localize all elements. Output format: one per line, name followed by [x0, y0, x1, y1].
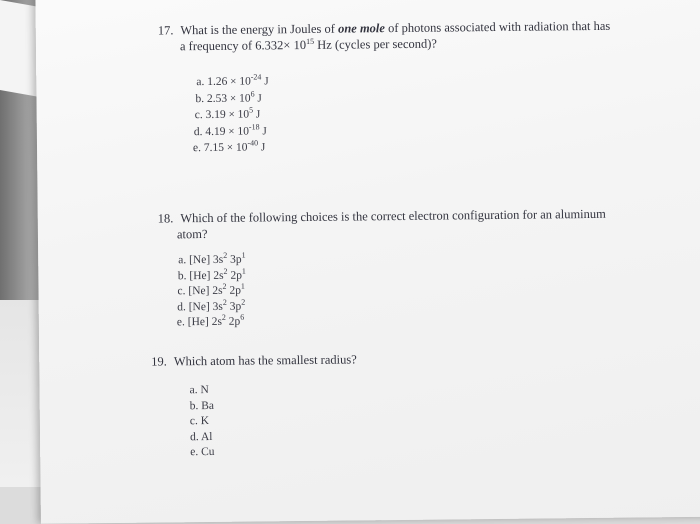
option-letter: e.	[192, 142, 202, 155]
answer-option	[195, 90, 261, 107]
question-18-number: 18.	[157, 211, 174, 226]
option-mantissa: 7.15	[203, 141, 225, 155]
option-mantissa: 4.19	[205, 125, 226, 138]
option-unit: J	[262, 124, 267, 137]
times-sign: ×	[228, 108, 235, 121]
orbital: 2p	[229, 284, 242, 297]
times-sign: ×	[226, 141, 234, 154]
answer-option	[177, 298, 245, 315]
power-base: 10	[237, 108, 250, 121]
option-letter: d.	[189, 430, 199, 443]
option-letter: a.	[178, 254, 187, 267]
answer-option	[190, 413, 209, 429]
times-sign: ×	[229, 92, 237, 105]
orbital: 2s	[211, 315, 222, 328]
power-base: 10	[235, 141, 248, 154]
electron-count: 2	[221, 312, 226, 322]
orbital: 2s	[213, 269, 224, 282]
answer-option	[190, 428, 213, 444]
answer-option	[177, 314, 245, 331]
core-config: [Ne]	[188, 253, 211, 267]
orbital: 2s	[212, 284, 223, 297]
option-text: N	[200, 383, 209, 397]
option-unit: J	[257, 91, 262, 104]
option-unit: J	[264, 75, 269, 88]
electron-count: 1	[241, 250, 246, 260]
orbital: 2p	[228, 315, 241, 328]
option-letter: c.	[177, 285, 186, 298]
answer-option	[177, 283, 245, 300]
question-18-line-1	[158, 206, 606, 227]
option-letter: b.	[177, 269, 187, 282]
core-config: [He]	[189, 269, 211, 282]
orbital: 2p	[230, 269, 242, 282]
question-17-emphasis: one mole	[337, 21, 385, 36]
option-letter: e.	[190, 446, 199, 459]
power-exponent: -18	[248, 121, 260, 132]
electron-count: 2	[241, 297, 246, 307]
option-unit: J	[260, 141, 266, 154]
question-17-text-a: What is the energy in Joules of	[180, 21, 335, 38]
question-17-frequency: a frequency of 6.332	[179, 38, 284, 54]
power-base: 10	[237, 125, 250, 138]
power-exponent: 5	[249, 105, 254, 115]
power-base: 10	[239, 92, 251, 105]
core-config: [He]	[187, 315, 209, 329]
orbital: 3p	[230, 253, 242, 266]
electron-count: 1	[240, 281, 245, 291]
option-text: Cu	[201, 445, 215, 459]
answer-option	[178, 267, 246, 284]
answer-option	[190, 444, 214, 460]
question-18-line-2	[177, 226, 208, 242]
electron-count: 1	[241, 266, 246, 276]
electron-count: 2	[223, 250, 228, 260]
option-text: Ba	[201, 399, 215, 412]
option-letter: b.	[195, 92, 205, 105]
answer-option	[194, 123, 267, 140]
orbital: 3s	[212, 300, 223, 313]
times-sign: ×	[228, 125, 235, 138]
power-exponent: -40	[247, 138, 259, 148]
question-18-text: Which of the following choices is the correct electron configuration for an aluminum	[180, 206, 606, 226]
option-mantissa: 2.53	[206, 92, 228, 105]
orbital: 3s	[212, 253, 224, 266]
option-unit: J	[255, 108, 261, 121]
option-letter: d.	[193, 125, 203, 138]
electron-count: 2	[222, 297, 227, 307]
answer-option	[193, 139, 265, 156]
power-base: 10	[293, 37, 307, 53]
power-exponent: 6	[250, 88, 255, 99]
electron-count: 2	[223, 266, 228, 276]
orbital: 3p	[229, 300, 242, 313]
option-letter: b.	[189, 399, 199, 412]
option-letter: a.	[196, 76, 205, 89]
option-letter: d.	[177, 300, 186, 313]
option-letter: c.	[189, 415, 198, 428]
option-text: K	[200, 414, 210, 428]
worksheet-page	[35, 0, 700, 524]
times-sign: ×	[283, 38, 291, 53]
question-19-line	[151, 351, 357, 369]
question-19-number: 19.	[151, 354, 167, 369]
option-text: Al	[200, 430, 213, 443]
option-letter: c.	[194, 109, 203, 122]
question-18-text-2: atom?	[176, 226, 208, 242]
option-mantissa: 1.26	[207, 75, 228, 88]
answer-option	[196, 73, 268, 90]
core-config: [Ne]	[188, 300, 210, 313]
answer-option	[178, 252, 246, 269]
question-17-line-2	[180, 36, 437, 55]
question-19-text: Which atom has the smallest radius?	[173, 352, 357, 369]
answer-option	[189, 382, 208, 398]
power-exponent: 15	[305, 36, 315, 46]
electron-count: 6	[240, 312, 245, 322]
power-base: 10	[239, 75, 251, 88]
answer-option	[195, 106, 261, 123]
question-17-number: 17.	[157, 23, 174, 38]
option-letter: a.	[189, 384, 198, 397]
question-17-text-b: of photons associated with radiation that has	[387, 18, 611, 36]
option-letter: e.	[176, 316, 185, 329]
power-exponent: -24	[250, 72, 262, 82]
question-17-unit: Hz (cycles per second)?	[317, 36, 438, 52]
option-mantissa: 3.19	[205, 108, 226, 122]
times-sign: ×	[230, 75, 237, 88]
electron-count: 2	[222, 281, 227, 291]
core-config: [Ne]	[188, 284, 210, 298]
answer-option	[190, 397, 214, 413]
